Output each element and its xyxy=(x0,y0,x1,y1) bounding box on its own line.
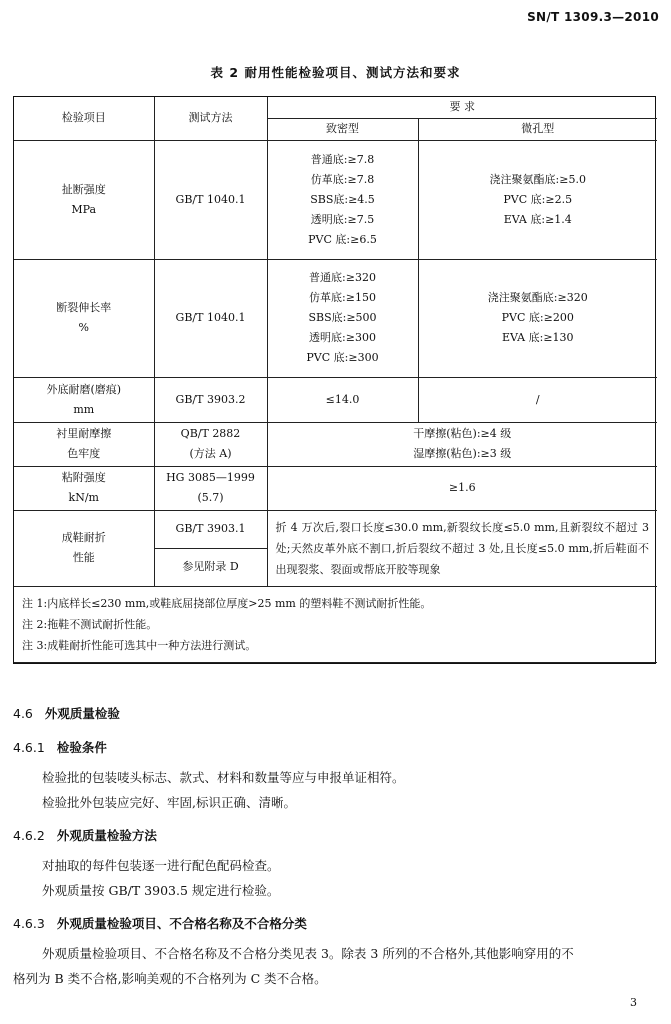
item-name: 断裂伸长率 xyxy=(56,301,112,314)
list-item: 透明底:≥7.5 xyxy=(310,212,375,226)
micro-cell xyxy=(418,140,657,259)
list-item: PVC 底:≥200 xyxy=(501,311,574,324)
section-title: 检验条件 xyxy=(56,740,107,755)
item-name-2: 色牢度 xyxy=(67,447,101,460)
method-cell: GB/T 3903.2 xyxy=(154,377,267,422)
item-cell xyxy=(14,422,154,466)
micro-cell: / xyxy=(418,377,657,422)
header-item: 检验项目 xyxy=(14,97,154,140)
list-item: PVC 底:≥300 xyxy=(306,351,379,364)
list-item: EVA 底:≥1.4 xyxy=(503,212,572,226)
section-number: 4.6.1 xyxy=(13,740,45,755)
method-line-2: (方法 A) xyxy=(189,447,232,460)
header-dense: 致密型 xyxy=(267,118,418,140)
list-item: 仿革底:≥150 xyxy=(309,291,376,304)
list-item: 透明底:≥300 xyxy=(309,331,376,344)
row-tensile xyxy=(14,140,657,259)
list-item: PVC 底:≥2.5 xyxy=(503,192,573,206)
method-cell: GB/T 1040.1 xyxy=(154,259,267,377)
section-4-6-1-body xyxy=(13,765,656,815)
header-method: 测试方法 xyxy=(154,97,267,140)
section-4-6-2-body xyxy=(13,853,656,903)
requirement-cell: ≥1.6 xyxy=(267,466,657,510)
dense-cell: ≤14.0 xyxy=(267,377,418,422)
item-unit: MPa xyxy=(71,202,97,216)
requirement-cell xyxy=(267,422,657,466)
note-1: 注 1:内底样长≤230 mm,或鞋底屈挠部位厚度>25 mm 的塑料鞋不测试耐折性能。 xyxy=(22,596,432,610)
item-name: 粘附强度 xyxy=(61,471,106,484)
section-title: 外观质量检验项目、不合格名称及不合格分类 xyxy=(56,916,307,931)
table-title: 表 2 耐用性能检验项目、测试方法和要求 xyxy=(210,65,461,80)
item-unit: kN/m xyxy=(68,491,99,504)
item-cell xyxy=(14,466,154,510)
item-name: 扯断强度 xyxy=(61,182,106,196)
section-4-6-2-heading xyxy=(13,826,157,844)
list-item: 普通底:≥320 xyxy=(309,271,376,284)
list-item: 浇注聚氨酯底:≥320 xyxy=(487,291,588,304)
section-number: 4.6.3 xyxy=(13,916,45,931)
method-cell xyxy=(154,466,267,510)
header-requirement: 要 求 xyxy=(267,97,657,118)
paragraph-line: 格列为 B 类不合格,影响美观的不合格列为 C 类不合格。 xyxy=(13,971,327,986)
item-name-2: 性能 xyxy=(72,551,95,564)
method-line: QB/T 2882 xyxy=(180,427,241,440)
standard-code: SN/T 1309.3—2010 xyxy=(527,10,659,24)
dense-cell xyxy=(267,140,418,259)
list-item: 普通底:≥7.8 xyxy=(310,152,375,166)
paragraph-line: 外观质量按 GB/T 3903.5 规定进行检验。 xyxy=(42,883,280,898)
notes-cell xyxy=(14,586,657,662)
list-item: EVA 底:≥130 xyxy=(501,331,574,344)
row-flex xyxy=(14,510,657,548)
section-4-6-1-heading xyxy=(13,738,107,756)
section-title: 外观质量检验方法 xyxy=(56,828,157,843)
page-number: 3 xyxy=(630,996,637,1009)
list-item: 仿革底:≥7.8 xyxy=(310,172,375,186)
row-lining xyxy=(14,422,657,466)
note-2: 注 2:拖鞋不测试耐折性能。 xyxy=(22,617,158,631)
method-cell-a: GB/T 3903.1 xyxy=(154,510,267,548)
paragraph-line: 对抽取的每件包装逐一进行配色配码检查。 xyxy=(42,858,280,873)
row-bond xyxy=(14,466,657,510)
method-line: HG 3085—1999 xyxy=(166,471,255,484)
paragraph-line: 检验批的包装唛头标志、款式、材料和数量等应与申报单证相符。 xyxy=(42,770,405,785)
dense-cell xyxy=(267,259,418,377)
section-title: 外观质量检验 xyxy=(44,706,120,721)
section-4-6-heading xyxy=(13,704,120,722)
method-cell xyxy=(154,422,267,466)
micro-cell xyxy=(418,259,657,377)
section-number: 4.6 xyxy=(13,706,33,721)
item-unit: % xyxy=(78,321,89,334)
method-cell-b: 参见附录 D xyxy=(154,548,267,586)
item-name: 外底耐磨(磨痕) xyxy=(46,382,122,396)
list-item: SBS底:≥500 xyxy=(308,311,377,324)
item-name: 衬里耐摩擦 xyxy=(56,427,112,440)
item-name: 成鞋耐折 xyxy=(61,531,106,544)
paragraph-line: 外观质量检验项目、不合格名称及不合格分类见表 3。除表 3 所列的不合格外,其他影响穿用的不 xyxy=(42,946,574,961)
list-item: PVC 底:≥6.5 xyxy=(308,232,377,246)
section-number: 4.6.2 xyxy=(13,828,45,843)
row-elongation xyxy=(14,259,657,377)
item-cell xyxy=(14,510,154,586)
item-unit: mm xyxy=(73,402,95,416)
list-item: SBS底:≥4.5 xyxy=(310,192,375,206)
item-cell xyxy=(14,259,154,377)
list-item: 干摩擦(粘色):≥4 级 xyxy=(413,427,512,440)
header-micro: 微孔型 xyxy=(418,118,657,140)
item-cell xyxy=(14,140,154,259)
paragraph-line: 检验批外包装应完好、牢固,标识正确、清晰。 xyxy=(42,795,296,810)
list-item: 湿摩擦(粘色):≥3 级 xyxy=(413,447,512,460)
requirement-cell: 折 4 万次后,裂口长度≤30.0 mm,新裂纹长度≤5.0 mm,且新裂纹不超过 3 处;天然皮革外底不割口,折后裂纹不超过 3 处,且长度≤5.0 mm,折后鞋面不出现裂浆、裂面或帮底开胶等现象 xyxy=(267,510,657,586)
method-cell: GB/T 1040.1 xyxy=(154,140,267,259)
method-line-2: (5.7) xyxy=(197,491,224,504)
section-4-6-3-heading xyxy=(13,914,307,932)
item-cell xyxy=(14,377,154,422)
durability-table xyxy=(13,96,656,664)
notes-row xyxy=(14,586,657,662)
row-abrasion xyxy=(14,377,657,422)
section-4-6-3-body xyxy=(13,941,656,991)
list-item: 浇注聚氨酯底:≥5.0 xyxy=(489,172,586,186)
note-3: 注 3:成鞋耐折性能可选其中一种方法进行测试。 xyxy=(22,638,257,652)
